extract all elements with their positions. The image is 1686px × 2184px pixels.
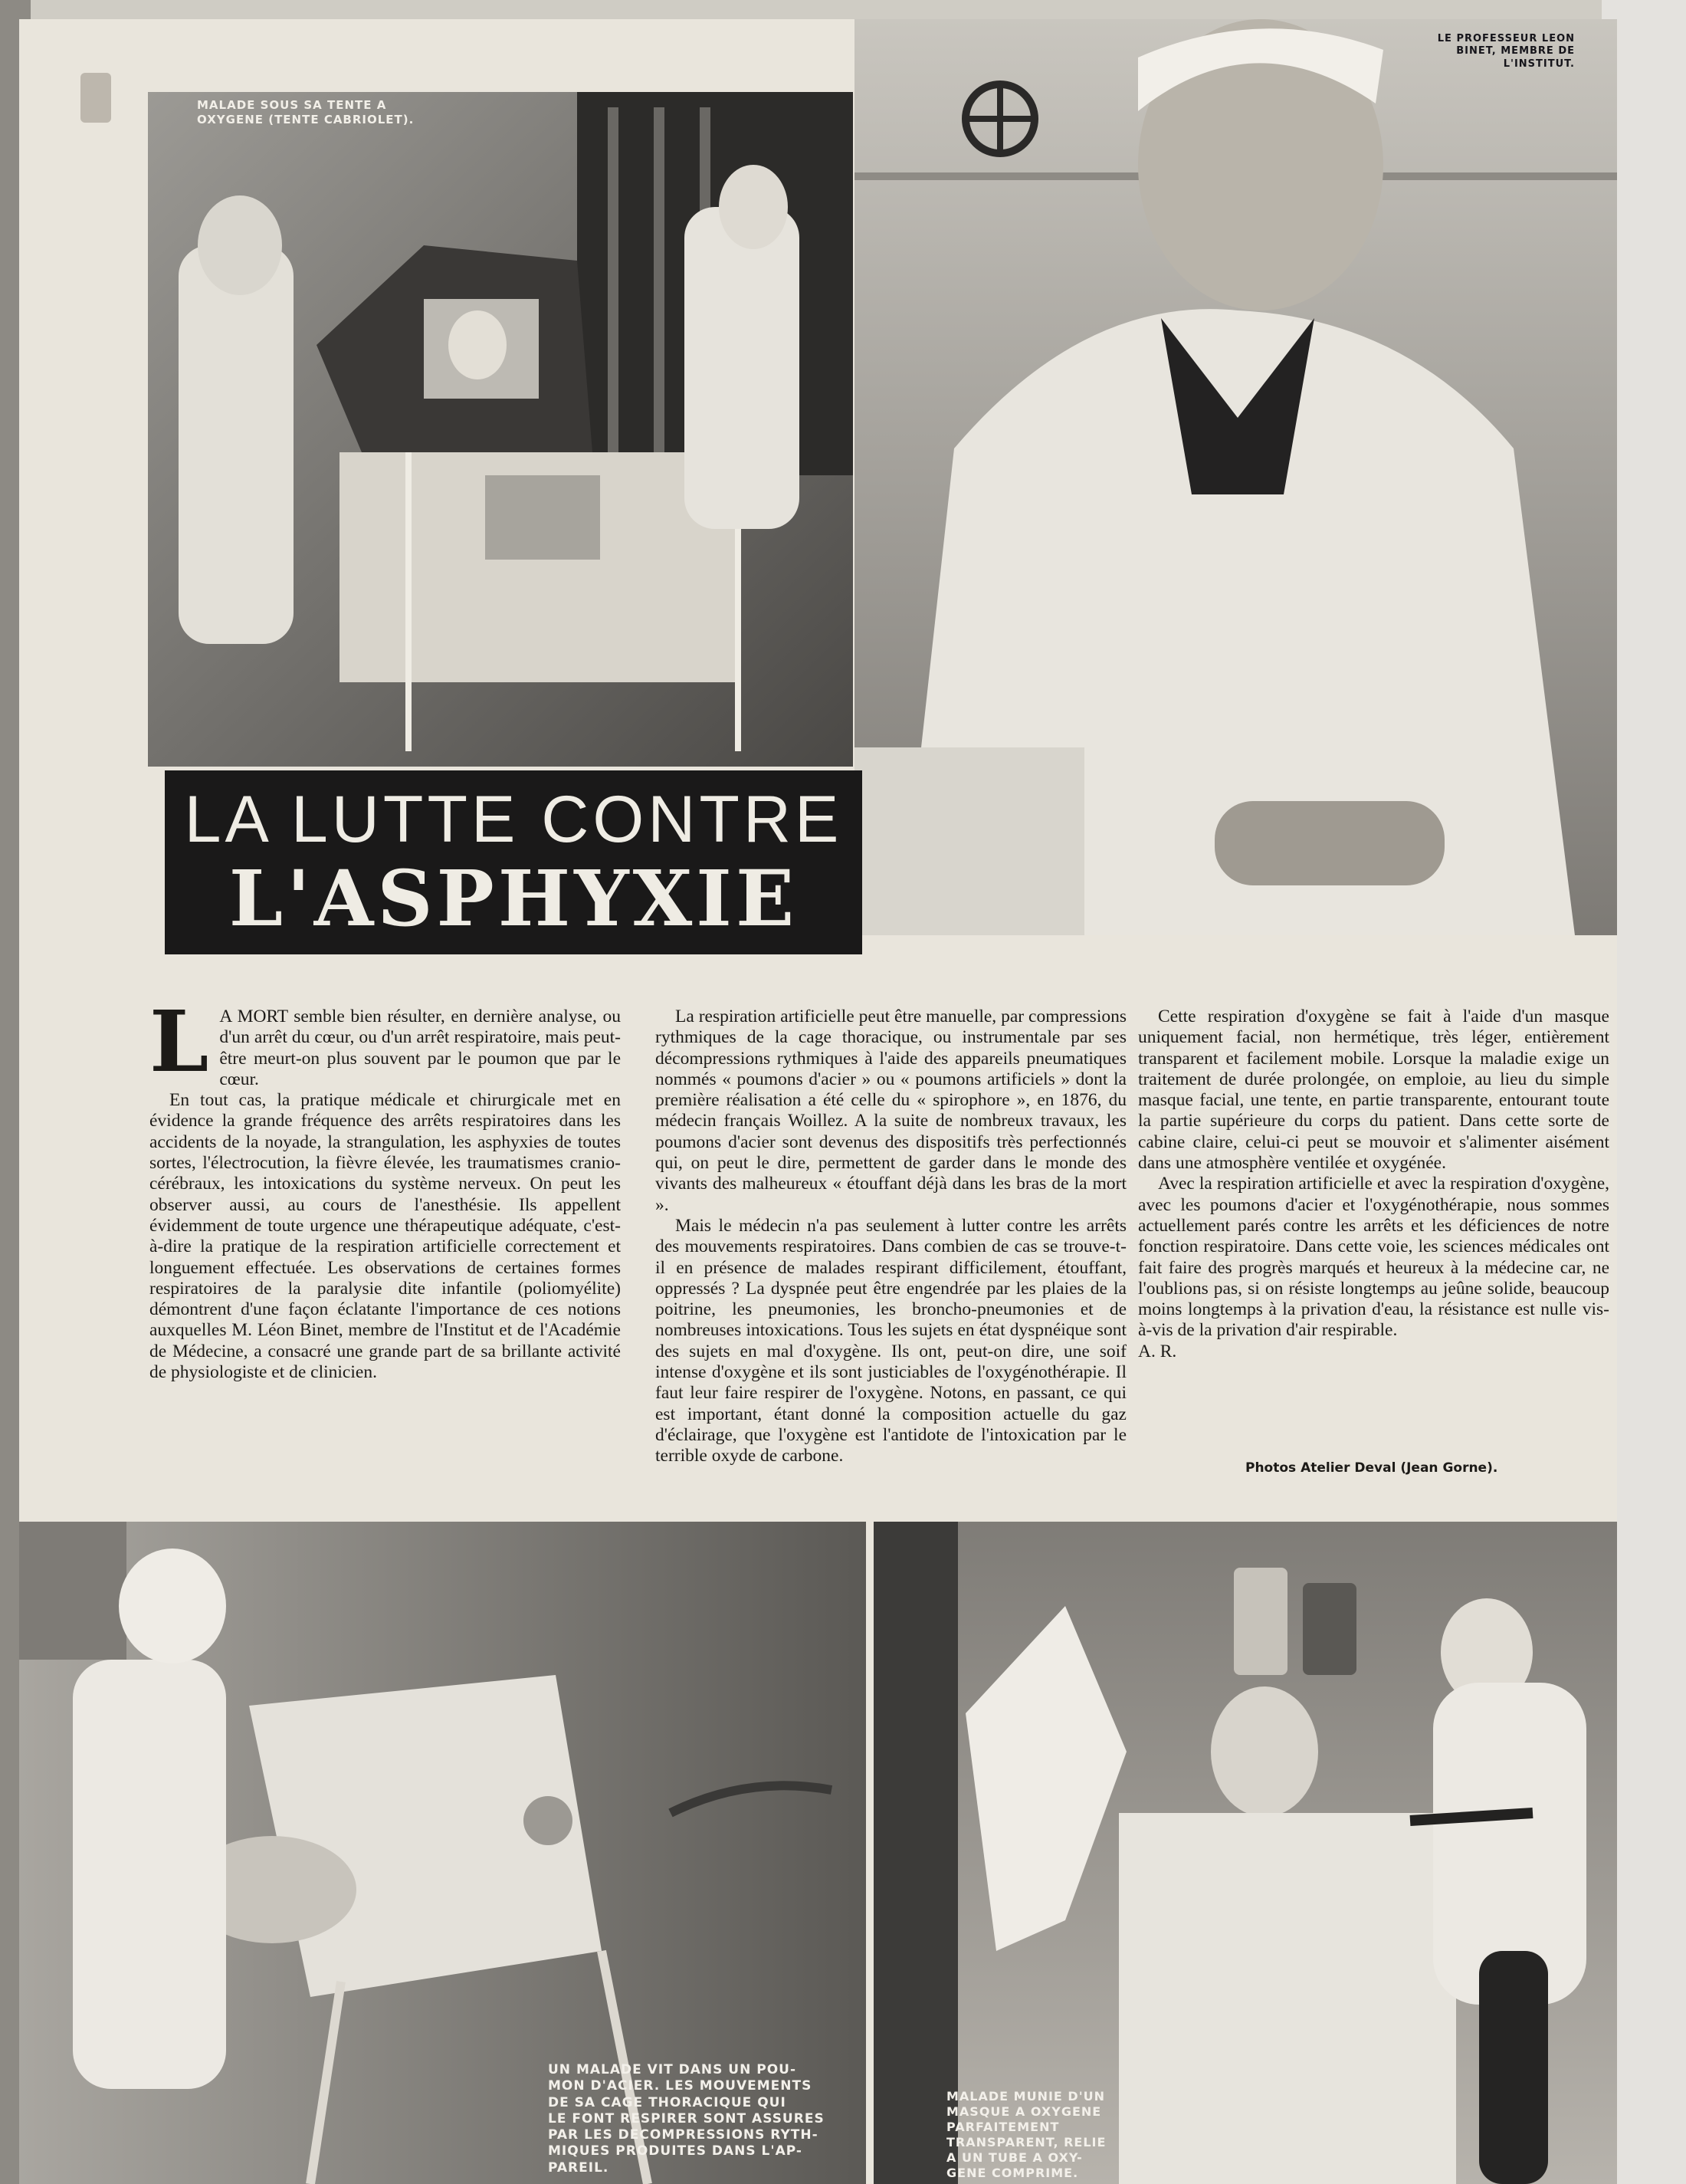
caption-line: LE PROFESSEUR LEON: [1437, 33, 1575, 44]
caption-line: MALADE MUNIE D'UN: [946, 2089, 1105, 2104]
article-paragraph: Mais le médecin n'a pas seulement à lutter contre les arrêts des mouvements respiratoires. Dans combien de cas se trouve-t-il en présence de malades respirant difficilement, étouffant, oppressés ? La dyspnée peut être engendrée par les plaies de la poitrine, les pneumonies, les broncho-pneumonies et de nombreuses intoxications. Tous les sujets en état dyspnéique sont des sujets en mal d'oxygène. Ils ont, peut-on dire, une soif intense d'oxygène et ils sont justiciables de l'oxygénothérapie. Il faut leur faire respirer de l'oxygène. Notons, en passant, ce qui est important, étant donné la composition actuelle du gaz d'éclairage, que l'oxygène est l'antidote de l'intoxication par le terrible oxyde de carbone.: [655, 1215, 1127, 1466]
title-line-1: LA LUTTE CONTRE: [184, 783, 843, 856]
photo-oxygen-tent: [148, 92, 853, 767]
article-column-1: [149, 992, 621, 1383]
article-paragraph: En tout cas, la pratique médicale et chirurgicale met en évidence la grande fréquence des arrêts respiratoires dans les accidents de la noyade, la strangulation, les asphyxies de toutes sortes, l'électrocution, la fièvre élevée, les traumatismes cranio-cérébraux, les intoxications du système nerveux. On peut les observer aussi, au cours de l'anesthésie. Ils appellent évidemment de toute urgence une thérapeutique adéquate, c'est-à-dire la pratique de la respiration artificielle correctement et longuement effectuée. Les observations de certaines formes respiratoires de la paralysie dite infantile (poliomyélite) démontrent d'une façon éclatante l'importance de ces notions auxquelles M. Léon Binet, membre de l'Institut et de l'Académie de Médecine, a consacré une grande part de sa brillante activité de physiologiste et de clinicien.: [149, 1090, 621, 1383]
caption-oxygen-mask: [946, 2089, 1106, 2181]
article-paragraph: La respiration artificielle peut être manuelle, par compressions rythmiques de la cage thoracique, ou instrumentale par ses décompressions rythmiques à l'aide des appareils pneumatiques nommés « poumons d'acier » ou « poumons artificiels » dont la première réalisation a été celle du « spirophore », en 1876, du médecin français Woillez. A la suite de nombreux travaux, les poumons d'acier sont devenus des dispositifs très perfectionnés qui, on peut le dire, permettent de garder dans le monde des vivants des malheureux « étouffant déjà dans les bras de la mort ».: [655, 1007, 1127, 1215]
caption-line: TRANSPARENT, RELIE: [946, 2135, 1107, 2150]
magazine-page: [19, 19, 1617, 2184]
caption-line: LE FONT RESPIRER SONT ASSURES: [548, 2110, 825, 2127]
caption-line: MALADE SOUS SA TENTE A: [197, 98, 387, 112]
caption-line: L'INSTITUT.: [1503, 57, 1575, 70]
caption-line: MIQUES PRODUITES DANS L'AP-: [548, 2143, 802, 2159]
caption-oxygen-tent: [197, 98, 414, 127]
caption-line: PAR LES DECOMPRESSIONS RYTH-: [548, 2127, 818, 2143]
article-column-3: [1138, 1007, 1609, 1362]
caption-line: PARFAITEMENT: [946, 2120, 1060, 2134]
photo-oxygen-mask: [874, 1522, 1617, 2184]
caption-line: DE SA CAGE THORACIQUE QUI: [548, 2094, 786, 2110]
caption-line: A UN TUBE A OXY-: [946, 2150, 1083, 2165]
caption-line: MASQUE A OXYGENE: [946, 2104, 1102, 2119]
photo-oxygen-tent-image: [148, 92, 853, 767]
article-paragraph: Cette respiration d'oxygène se fait à l'aide d'un masque uniquement facial, non hermétique, très léger, entièrement transparent et facilement mobile. Lorsque la maladie exige un traitement de durée prolongée, on emploie, au lieu du simple masque facial, une tente, en partie transparente, entourant toute la partie supérieure du corps du patient. Dans cette sorte de cabine claire, celui-ci peut se mouvoir et s'alimenter aisément dans une atmosphère ventilée et oxygénée.: [1138, 1007, 1609, 1174]
drop-cap: L: [149, 992, 209, 1091]
photo-oxygen-mask-image: [874, 1522, 1617, 2184]
article-column-2: [655, 1007, 1127, 1467]
caption-line: BINET, MEMBRE DE: [1456, 45, 1575, 57]
caption-iron-lung: [548, 2062, 825, 2176]
caption-line: UN MALADE VIT DANS UN POU-: [548, 2062, 797, 2077]
caption-professor: [1391, 33, 1575, 71]
binder-clip: [80, 73, 111, 123]
photo-professor-binet: [854, 19, 1617, 935]
caption-line: MON D'ACIER. LES MOUVEMENTS: [548, 2078, 812, 2094]
title-line-2: L'ASPHYXIE: [228, 853, 799, 944]
article-paragraph: Avec la respiration artificielle et avec la respiration d'oxygène, avec les poumons d'acier et l'oxygénothérapie, nous sommes actuellement parés contre les arrêts et les déficiences de notre fonction respiratoire. Dans cette voie, les sciences médicales ont fait faire des progrès marqués et heureux à la médecine car, ne l'oublions pas, si on résiste longtemps au jeûne solide, beaucoup moins longtemps à la privation d'eau, la résistance est nulle vis-à-vis de la privation d'air respirable.: [1138, 1174, 1609, 1341]
paragraph-text: A MORT semble bien résulter, en dernière analyse, ou d'un arrêt du cœur, ou d'un arrêt respiratoire, mais peut-être meurt-on plus souvent par le poumon que par le cœur.: [219, 1007, 621, 1089]
article-paragraph: [149, 992, 621, 1091]
caption-line: PAREIL.: [548, 2159, 609, 2176]
article-body: [149, 992, 1632, 1489]
title-box: [165, 770, 862, 954]
caption-line: GENE COMPRIME.: [946, 2166, 1079, 2180]
article-signature: A. R.: [1138, 1341, 1177, 1361]
photo-professor-image: [854, 19, 1617, 935]
photo-credits: Photos Atelier Deval (Jean Gorne).: [1245, 1460, 1498, 1476]
caption-line: OXYGENE (TENTE CABRIOLET).: [197, 112, 415, 126]
